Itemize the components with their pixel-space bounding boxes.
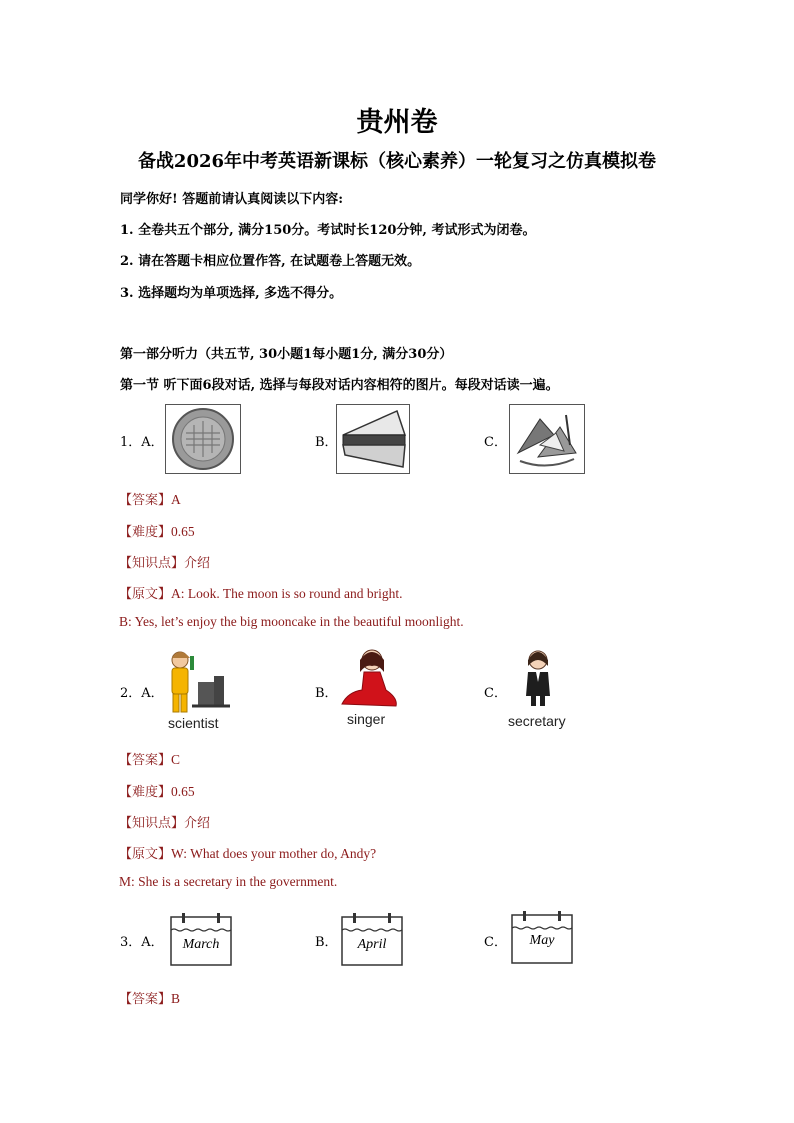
calendar-may-icon [511,910,573,964]
notice-intro: 同学你好! 答题前请认真阅读以下内容: [120,192,344,207]
notice-item: 2. 请在答题卡相应位置作答, 在试题卷上答题无效。 [120,254,421,269]
scientist-image [162,646,236,718]
answer-line: 【答案】A [119,492,181,508]
image-caption: secretary [508,713,566,729]
question-number: 2．A． [120,686,164,701]
secretary-image [519,648,557,708]
calendar-month-label: May [529,933,555,948]
image-caption: scientist [168,715,219,731]
zongzi-image [509,404,585,474]
option-c-label: C． [484,686,507,701]
sandwich-image [336,404,410,474]
calendar-month-label: March [182,937,220,952]
source-text-line: B: Yes, let’s enjoy the big mooncake in the beautiful moonlight. [119,614,464,629]
section-heading: 第一节 听下面6段对话, 选择与每段对话内容相符的图片。每段对话读一遍。 [120,378,559,393]
page-subtitle: 备战2026年中考英语新课标（核心素养）一轮复习之仿真模拟卷 [137,151,657,172]
option-c-label: C． [484,935,507,950]
option-b-label: B． [315,935,338,950]
knowledge-point-line: 【知识点】介绍 [119,816,211,831]
part-heading: 第一部分听力（共五节, 30小题1每小题1分, 满分30分） [120,347,453,362]
source-text-line: 【原文】W: What does your mother do, Andy? [119,846,377,862]
answer-line: 【答案】C [119,752,181,768]
singer-image [338,646,402,708]
knowledge-point-line: 【知识点】介绍 [119,556,211,571]
source-text-line: 【原文】A: Look. The moon is so round and bright. [119,586,403,602]
calendar-march-icon [170,912,232,966]
notice-item: 1. 全卷共五个部分, 满分150分。考试时长120分钟, 考试形式为闭卷。 [120,223,536,238]
option-b-label: B． [315,686,338,701]
question-number: 1．A． [120,435,164,450]
option-c-label: C． [484,435,507,450]
notice-item: 3. 选择题均为单项选择, 多选不得分。 [120,286,343,301]
mooncake-image [165,404,241,474]
difficulty-line: 【难度】0.65 [119,784,195,800]
calendar-april-icon [341,912,403,966]
source-text-line: M: She is a secretary in the government. [119,874,338,889]
difficulty-line: 【难度】0.65 [119,524,195,540]
answer-line: 【答案】B [119,991,181,1007]
question-number: 3．A． [120,935,164,950]
page-title: 贵州卷 [356,107,438,138]
calendar-month-label: April [357,937,387,952]
image-caption: singer [347,711,386,727]
option-b-label: B． [315,435,338,450]
